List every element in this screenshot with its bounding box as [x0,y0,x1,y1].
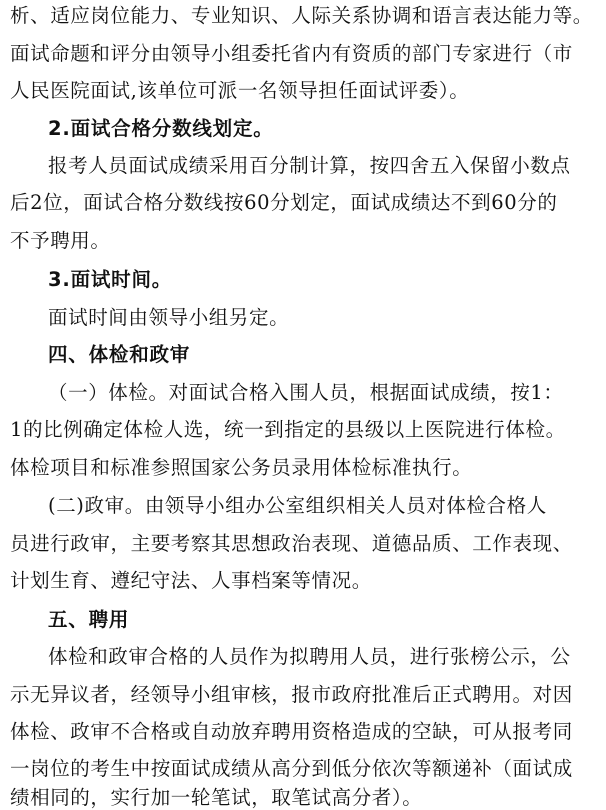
text-line: 体检、政审不合格或自动放弃聘用资格造成的空缺，可从报考同 [10,720,573,743]
text-line: 示无异议者，经领导小组审核，报市政府批准后正式聘用。对因 [10,683,573,706]
text-line: 绩相同的，实行加一轮笔试，取笔试高分者）。 [10,786,423,809]
section-heading-physical-exam-and-review: 四、体检和政审 [48,343,191,366]
text-line: 体检和政审合格的人员作为拟聘用人员，进行张榜公示，公 [48,645,571,668]
text-line: 不予聘用。 [10,229,111,252]
text-line: （一）体检。对面试合格入围人员，根据面试成绩，按1： [48,381,564,404]
text-line: 面试命题和评分由领导小组委托省内有资质的部门专家进行（市 [10,42,573,65]
text-line: 报考人员面试成绩采用百分制计算，按四舍五入保留小数点 [48,154,571,177]
text-line: (二)政审。由领导小组办公室组织相关人员对体检合格人 [48,494,547,517]
text-line: 后2位，面试合格分数线按60分划定，面试成绩达不到60分的 [10,191,558,214]
section-heading-interview-time: 3.面试时间。 [48,268,173,291]
text-line: 人民医院面试,该单位可派一名领导担任面试评委）。 [10,79,470,102]
text-line: 计划生育、遵纪守法、人事档案等情况。 [10,569,372,592]
text-line: 1的比例确定体检人选，统一到指定的县级以上医院进行体检。 [10,418,566,441]
text-line: 体检项目和标准参照国家公务员录用体检标准执行。 [10,456,473,479]
text-line: 面试时间由领导小组另定。 [48,306,290,329]
text-line: 员进行政审，主要考察其思想政治表现、道德品质、工作表现、 [10,532,573,555]
section-heading-employment: 五、聘用 [48,608,130,631]
section-heading-interview-passing-score: 2.面试合格分数线划定。 [48,117,274,140]
text-line: 析、适应岗位能力、专业知识、人际关系协调和语言表达能力等。 [10,4,593,27]
text-line: 一岗位的考生中按面试成绩从高分到低分依次等额递补（面试成 [10,757,573,780]
